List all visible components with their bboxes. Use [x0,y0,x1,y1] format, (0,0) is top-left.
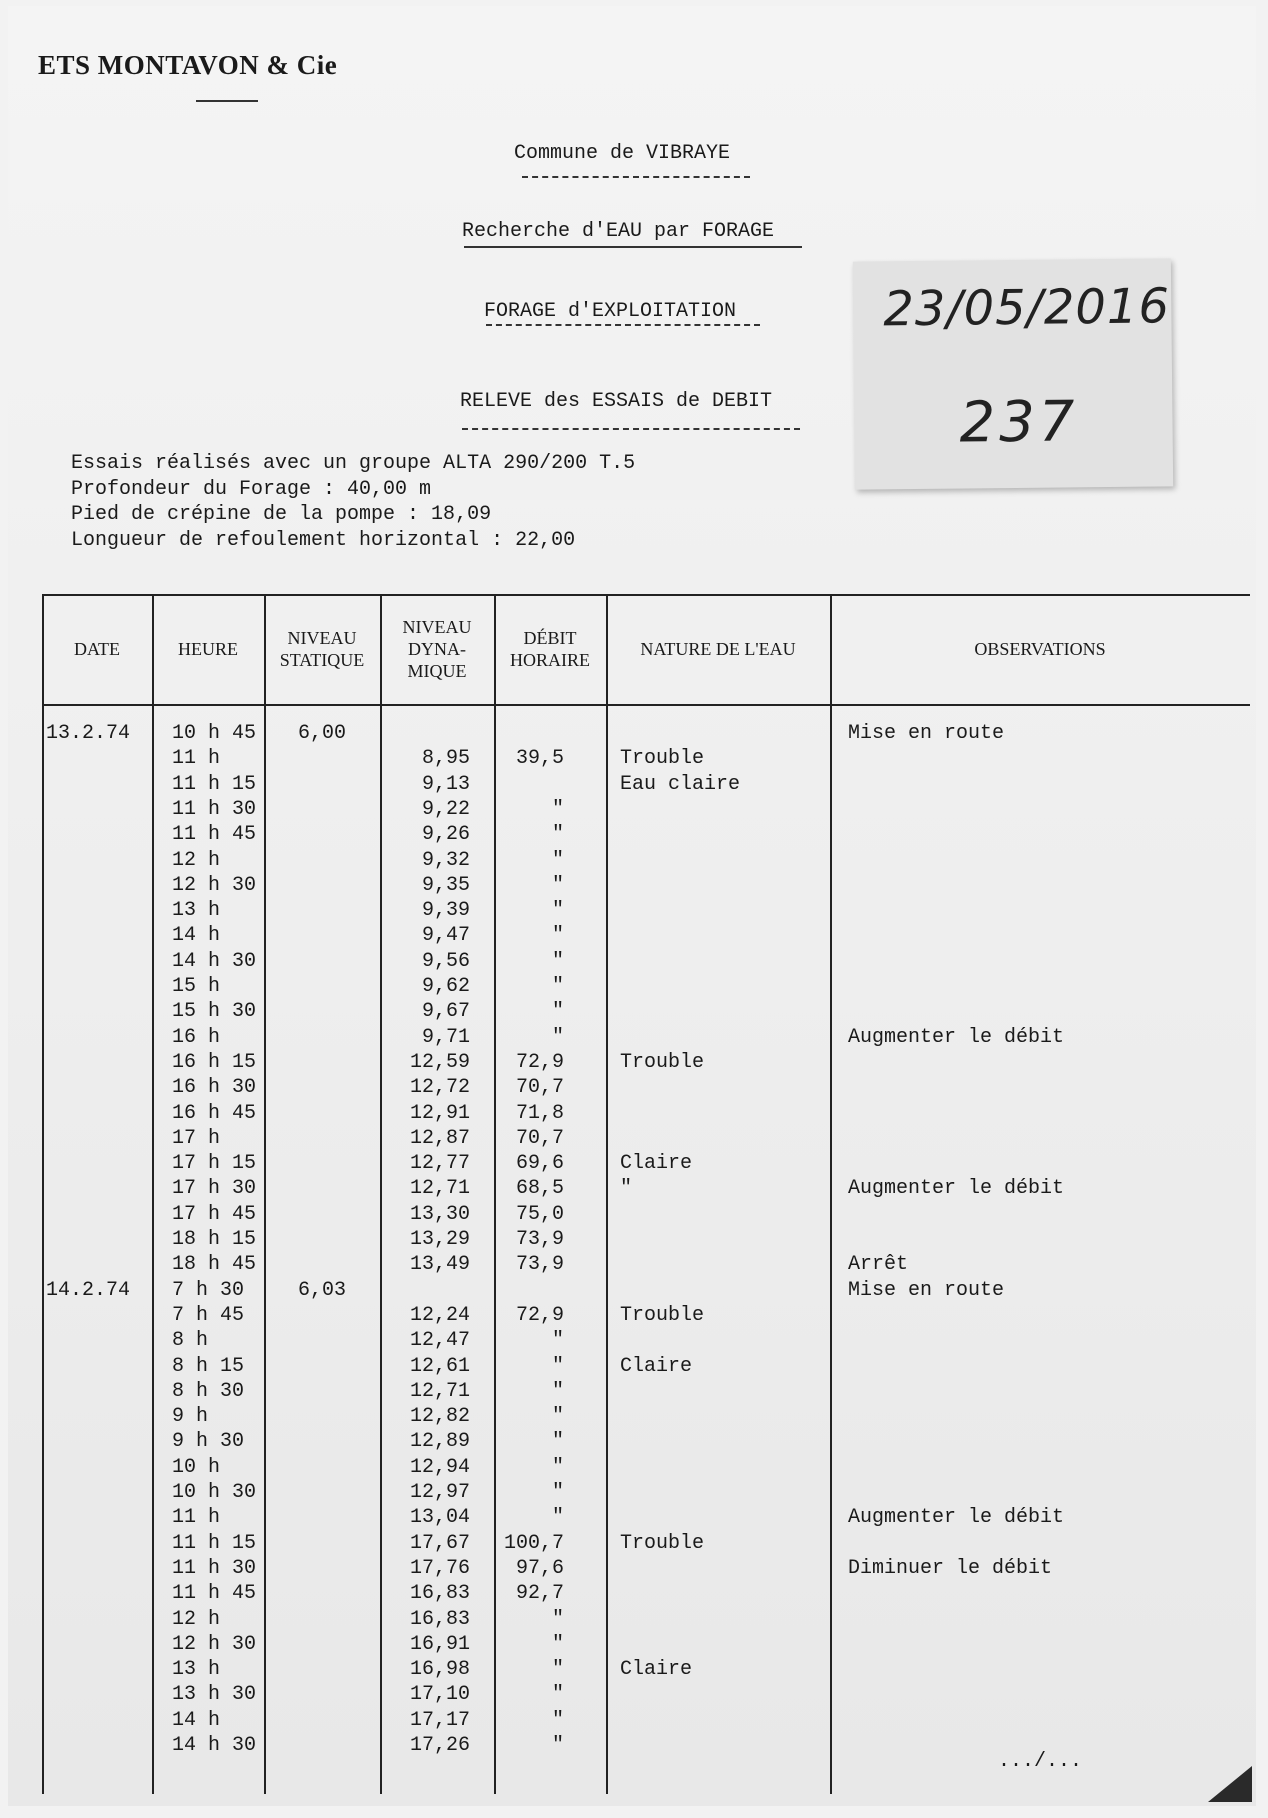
cell-debit: " [551,823,564,847]
commune-underline [522,176,750,178]
cell-heure: 16 h 30 [172,1076,257,1100]
test-specifications [71,451,635,553]
cell-debit: " [551,1683,564,1707]
cell-heure: 10 h [172,1455,221,1479]
cell-niveau-dynamique: 9,56 [421,949,470,973]
cell-observation: Augmenter le débit [848,1025,1065,1049]
cell-debit: 73,9 [515,1253,564,1277]
commune-heading: Commune de VIBRAYE [514,142,731,165]
cell-debit: 92,7 [515,1582,564,1606]
cell-observation: Augmenter le débit [848,1506,1065,1530]
cell-niveau-dynamique: 8,95 [421,747,470,771]
cell-niveau-dynamique: 16,91 [409,1632,470,1656]
cell-heure: 11 h 45 [172,823,257,847]
sticky-note-date: 23/05/2016 [883,278,1171,338]
cell-observation: Mise en route [848,722,1005,745]
header-nature: NATURE DE L'EAU [640,639,796,659]
cell-niveau-dynamique: 9,35 [421,873,470,897]
cell-niveau-dynamique: 12,82 [409,1405,470,1429]
cell-debit: " [551,1734,564,1757]
cell-nature: Eau claire [620,772,741,796]
cell-heure: 9 h [172,1405,209,1429]
cell-nature: " [620,1177,633,1201]
cell-debit: " [551,949,564,973]
cell-observation: Augmenter le débit [848,1177,1065,1201]
cell-debit: " [551,1658,564,1682]
header-debit-line2: HORAIRE [510,650,590,670]
header-date: DATE [74,639,120,659]
cell-heure: 17 h 15 [172,1152,257,1176]
cell-niveau-dynamique: 9,32 [421,848,470,872]
cell-nature: Trouble [620,1303,705,1327]
cell-niveau-dynamique: 16,98 [409,1658,470,1682]
cell-debit: 72,9 [515,1303,564,1327]
cell-heure: 12 h [172,848,221,872]
spec-line: Longueur de refoulement horizontal : 22,00 [71,528,576,552]
spec-line: Profondeur du Forage : 40,00 m [71,477,432,501]
cell-niveau-dynamique: 9,26 [421,823,470,847]
cell-heure: 9 h 30 [172,1430,245,1454]
table-header-rule [42,704,1250,706]
table-column-divider [152,594,154,1794]
forage-heading: FORAGE d'EXPLOITATION [484,300,737,323]
cell-niveau-dynamique: 17,26 [409,1734,470,1757]
cell-niveau-dynamique: 17,10 [409,1683,470,1707]
cell-debit: 70,7 [515,1126,564,1150]
cell-heure: 7 h 30 [172,1278,245,1302]
cell-niveau-dynamique: 9,62 [421,975,470,998]
cell-debit: 72,9 [515,1050,564,1074]
table-column-divider [494,594,496,1794]
cell-heure: 11 h 30 [172,1556,257,1580]
cell-niveau-dynamique: 12,71 [409,1177,470,1201]
cell-nature: Trouble [620,1050,705,1074]
cell-debit: " [551,1025,564,1049]
cell-debit: 39,5 [515,747,564,771]
cell-nature: Claire [620,1354,693,1378]
header-niveau-dynamique-line2: DYNA- [408,639,466,659]
cell-heure: 15 h [172,975,221,998]
cell-niveau-dynamique: 12,89 [409,1430,470,1454]
cell-debit: 97,6 [515,1556,564,1580]
cell-debit: " [551,1405,564,1429]
cell-heure: 13 h [172,899,221,923]
header-niveau-statique-line2: STATIQUE [279,650,365,670]
cell-heure: 13 h [172,1658,221,1682]
cell-heure: 11 h [172,747,221,771]
cell-debit: " [551,797,564,821]
cell-debit: " [551,975,564,998]
cell-debit: " [551,1607,564,1631]
cell-niveau-dynamique: 17,67 [409,1531,470,1555]
cell-observation: Mise en route [848,1278,1005,1302]
cell-niveau-dynamique: 12,61 [409,1354,470,1378]
cell-debit: " [551,1481,564,1504]
cell-niveau-dynamique: 13,29 [409,1228,470,1251]
cell-niveau-dynamique: 12,77 [409,1152,470,1176]
cell-niveau-dynamique: 9,71 [421,1025,470,1049]
releve-underline [462,428,800,430]
table-column-divider [606,594,608,1794]
cell-heure: 12 h [172,1607,221,1631]
cell-niveau-dynamique: 16,83 [409,1582,470,1606]
cell-heure: 12 h 30 [172,873,257,897]
cell-heure: 18 h 15 [172,1228,257,1251]
cell-heure: 8 h [172,1329,209,1353]
cell-debit: " [551,1430,564,1454]
releve-heading: RELEVE des ESSAIS de DEBIT [460,390,773,413]
company-letterhead: ETS MONTAVON & Cie [38,50,338,80]
recherche-heading: Recherche d'EAU par FORAGE [462,220,775,243]
cell-heure: 11 h 30 [172,797,257,821]
sticky-note [853,258,1173,489]
cell-niveau-dynamique: 12,72 [409,1076,470,1100]
cell-heure: 7 h 45 [172,1303,245,1327]
cell-niveau-dynamique: 12,24 [409,1303,470,1327]
cell-date: 13.2.74 [46,722,131,745]
cell-debit: " [551,1506,564,1530]
cell-heure: 11 h 15 [172,1531,257,1555]
cell-debit: 73,9 [515,1228,564,1251]
cell-heure: 17 h 45 [172,1202,257,1226]
cell-debit: " [551,848,564,872]
cell-heure: 11 h [172,1506,221,1530]
cell-date: 14.2.74 [46,1278,131,1302]
cell-niveau-dynamique: 17,17 [409,1708,470,1732]
spec-line: Essais réalisés avec un groupe ALTA 290/200 T.5 [71,452,636,475]
cell-heure: 11 h 15 [172,772,257,796]
header-niveau-dynamique-line3: MIQUE [407,661,467,681]
cell-heure: 10 h 45 [172,722,257,745]
cell-nature: Trouble [620,1531,705,1555]
cell-debit: 70,7 [515,1076,564,1100]
cell-niveau-dynamique: 12,91 [409,1101,470,1125]
cell-heure: 14 h 30 [172,1734,257,1757]
header-observations: OBSERVATIONS [974,639,1106,659]
table-border-left [42,594,44,1794]
cell-observation: Arrêt [848,1253,909,1277]
cell-observation: Diminuer le débit [848,1556,1053,1580]
cell-niveau-dynamique: 9,13 [421,772,470,796]
cell-heure: 12 h 30 [172,1632,257,1656]
cell-niveau-dynamique: 12,47 [409,1329,470,1353]
cell-debit: " [551,924,564,948]
cell-heure: 17 h [172,1126,221,1150]
cell-heure: 8 h 15 [172,1354,245,1378]
cell-heure: 15 h 30 [172,1000,257,1024]
cell-heure: 14 h 30 [172,949,257,973]
cell-niveau-statique: 6,03 [298,1278,347,1302]
header-niveau-dynamique [380,594,494,704]
cell-debit: " [551,1632,564,1656]
header-debit-line1: DÉBIT [523,628,577,648]
cell-heure: 17 h 30 [172,1177,257,1201]
cell-niveau-dynamique: 9,67 [421,1000,470,1024]
cell-heure: 10 h 30 [172,1481,257,1504]
cell-niveau-dynamique: 9,22 [421,797,470,821]
header-niveau-dynamique-line1: NIVEAU [402,617,472,637]
cell-niveau-dynamique: 13,49 [409,1253,470,1277]
cell-heure: 8 h 30 [172,1379,245,1403]
sticky-note-number: 237 [959,389,1079,456]
cell-niveau-dynamique: 13,30 [409,1202,470,1226]
cell-niveau-dynamique: 12,59 [409,1050,470,1074]
cell-niveau-dynamique: 16,83 [409,1607,470,1631]
table-column-divider [380,594,382,1794]
forage-underline [486,324,760,326]
header-heure: HEURE [178,639,238,659]
scan-corner-mark [1208,1766,1252,1802]
table-column-divider [830,594,832,1794]
cell-heure: 13 h 30 [172,1683,257,1707]
cell-debit: " [551,1455,564,1479]
cell-niveau-dynamique: 17,76 [409,1556,470,1580]
cell-debit: " [551,899,564,923]
recherche-underline [464,246,802,248]
cell-heure: 16 h 15 [172,1050,257,1074]
cell-niveau-dynamique: 12,87 [409,1126,470,1150]
cell-debit: 68,5 [515,1177,564,1201]
cell-heure: 18 h 45 [172,1253,257,1277]
cell-debit: " [551,1379,564,1403]
cell-debit: " [551,1000,564,1024]
table-column-divider [264,594,266,1794]
spec-line: Pied de crépine de la pompe : 18,09 [71,503,492,526]
document-page [8,6,1256,1806]
cell-debit: 100,7 [503,1531,564,1555]
cell-niveau-statique: 6,00 [298,722,347,745]
header-debit-horaire [494,594,606,704]
cell-nature: Claire [620,1152,693,1176]
cell-debit: " [551,873,564,897]
cell-heure: 11 h 45 [172,1582,257,1606]
cell-niveau-dynamique: 12,94 [409,1455,470,1479]
cell-niveau-dynamique: 9,47 [421,924,470,948]
cell-debit: " [551,1708,564,1732]
cell-niveau-dynamique: 12,71 [409,1379,470,1403]
continued-marker: .../... [998,1750,1083,1773]
header-niveau-statique [264,594,380,704]
letterhead-rule [196,100,258,102]
cell-heure: 16 h 45 [172,1101,257,1125]
cell-debit: 71,8 [515,1101,564,1125]
cell-heure: 14 h [172,924,221,948]
cell-heure: 14 h [172,1708,221,1732]
cell-debit: 69,6 [515,1152,564,1176]
cell-debit: " [551,1329,564,1353]
cell-heure: 16 h [172,1025,221,1049]
cell-debit: 75,0 [515,1202,564,1226]
cell-niveau-dynamique: 13,04 [409,1506,470,1530]
cell-nature: Trouble [620,747,705,771]
cell-niveau-dynamique: 9,39 [421,899,470,923]
cell-debit: " [551,1354,564,1378]
cell-nature: Claire [620,1658,693,1682]
header-niveau-statique-line1: NIVEAU [287,628,357,648]
cell-niveau-dynamique: 12,97 [409,1481,470,1504]
